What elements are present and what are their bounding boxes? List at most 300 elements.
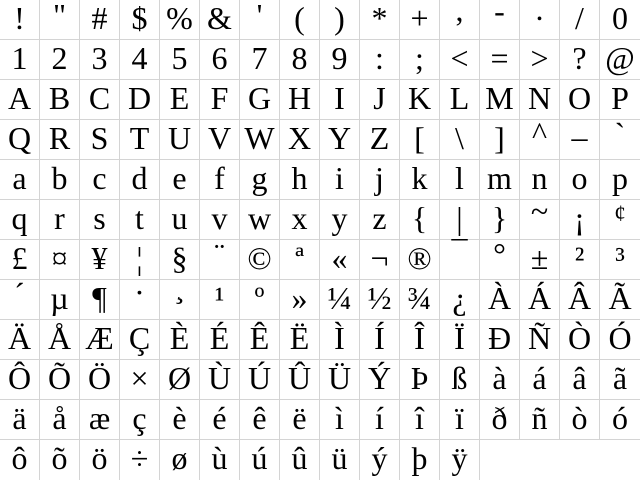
glyph-cell[interactable] [160,160,200,200]
glyph-cell[interactable] [280,80,320,120]
glyph: K [407,80,432,116]
glyph: V [207,120,232,156]
glyph: æ [88,400,111,436]
glyph-cell[interactable] [600,0,640,40]
glyph-cell[interactable] [200,400,240,440]
glyph: ¾ [407,280,432,316]
glyph-row [0,268,640,320]
glyph-cell[interactable] [80,360,120,400]
glyph: ý [371,440,388,476]
glyph-cell[interactable] [120,360,160,400]
glyph-cell[interactable] [560,108,600,160]
glyph-cell[interactable] [120,274,160,320]
glyph-cell[interactable] [600,40,640,80]
glyph: k [411,160,428,196]
glyph-cell[interactable] [240,40,280,80]
glyph: { [411,200,428,236]
glyph-cell[interactable] [440,234,480,280]
glyph-cell[interactable] [0,80,40,120]
glyph: Å [47,320,72,356]
glyph-cell[interactable] [40,160,80,200]
glyph-cell[interactable] [80,240,120,280]
glyph: è [172,400,187,436]
glyph-cell[interactable] [320,120,360,160]
glyph-cell[interactable] [480,360,520,400]
glyph: Ø [167,360,192,396]
glyph-cell[interactable] [440,40,480,80]
glyph: · [134,274,145,310]
glyph: Æ [85,320,114,356]
glyph-cell[interactable] [240,80,280,120]
glyph-cell[interactable] [120,400,160,440]
glyph-cell[interactable] [80,400,120,440]
glyph-cell[interactable] [80,80,120,120]
glyph-cell[interactable] [320,280,360,320]
glyph: 7 [251,40,268,76]
glyph-cell[interactable] [200,236,240,280]
glyph: x [291,200,308,236]
glyph: ' [256,0,263,33]
glyph-cell[interactable] [400,0,440,40]
glyph: R [48,120,71,156]
glyph: " [52,0,67,33]
glyph-cell[interactable] [320,200,360,240]
glyph-cell[interactable] [320,360,360,400]
glyph: ö [91,440,108,476]
glyph-cell[interactable] [80,160,120,200]
glyph-cell[interactable] [360,240,400,280]
glyph: ç [132,400,147,436]
glyph-cell[interactable] [40,280,80,320]
glyph-cell[interactable] [240,0,280,40]
glyph-cell[interactable] [280,400,320,440]
glyph-cell[interactable] [200,320,240,360]
glyph-cell[interactable] [400,280,440,320]
glyph: ë [292,400,307,436]
glyph: È [169,320,190,356]
glyph-cell[interactable] [560,400,600,440]
glyph-cell[interactable] [80,320,120,360]
glyph-cell[interactable] [120,120,160,160]
glyph-cell[interactable] [400,440,440,480]
glyph: u [171,200,188,236]
glyph-cell[interactable] [600,280,640,320]
glyph-cell[interactable] [480,200,520,240]
glyph-cell[interactable] [160,400,200,440]
glyph: Ô [7,360,32,396]
glyph-cell[interactable] [600,320,640,360]
glyph-cell[interactable] [120,320,160,360]
glyph: r [54,200,65,236]
glyph-cell[interactable] [320,400,360,440]
glyph: h [291,160,308,196]
glyph-cell[interactable] [600,116,640,160]
glyph-cell[interactable] [280,40,320,80]
glyph-cell[interactable] [80,0,120,40]
glyph-cell[interactable] [200,160,240,200]
glyph: ¦ [136,240,143,276]
glyph: Ý [367,360,392,396]
glyph: Z [369,120,390,156]
glyph: ¨ [214,236,225,272]
glyph-cell[interactable] [40,240,80,280]
glyph: S [90,120,109,156]
glyph: = [490,40,509,76]
glyph-cell[interactable] [480,80,520,120]
glyph: \ [455,120,464,156]
glyph: Ê [249,320,270,356]
glyph-cell[interactable] [440,360,480,400]
glyph: W [244,120,275,156]
glyph-cell[interactable] [240,240,280,280]
glyph: Û [287,360,312,396]
glyph: Y [327,120,352,156]
glyph-cell[interactable] [480,320,520,360]
glyph-cell[interactable] [40,0,80,40]
glyph-cell[interactable] [40,40,80,80]
glyph: 2 [51,40,68,76]
glyph-cell[interactable] [280,0,320,40]
glyph-cell[interactable] [480,280,520,320]
glyph: c [92,160,107,196]
glyph: § [171,240,188,276]
glyph-cell[interactable] [360,160,400,200]
glyph: ß [451,360,468,396]
glyph-cell[interactable] [280,200,320,240]
glyph-cell[interactable] [240,200,280,240]
glyph-cell[interactable] [360,360,400,400]
glyph-cell[interactable] [280,120,320,160]
glyph: Â [567,280,592,316]
glyph-cell[interactable] [160,440,200,480]
glyph: Ò [567,320,592,356]
glyph-cell[interactable] [600,200,640,240]
glyph: ÷ [130,440,149,476]
glyph: _ [571,108,588,144]
glyph: - [494,0,505,29]
glyph: Í [374,320,385,356]
glyph-cell[interactable] [520,320,560,360]
glyph-cell[interactable] [200,440,240,480]
glyph-cell[interactable] [600,80,640,120]
glyph-cell[interactable] [40,80,80,120]
glyph-cell[interactable] [0,360,40,400]
glyph: < [450,40,469,76]
glyph-cell[interactable] [280,360,320,400]
glyph: N [527,80,552,116]
glyph-cell[interactable] [440,0,480,40]
glyph: ì [335,400,344,436]
glyph-cell[interactable] [120,80,160,120]
glyph-cell[interactable] [120,40,160,80]
glyph-cell[interactable] [320,440,360,480]
glyph: z [372,200,387,236]
glyph-cell[interactable] [40,360,80,400]
glyph-cell[interactable] [280,440,320,480]
glyph-cell[interactable] [360,440,400,480]
glyph: õ [51,440,68,476]
glyph-cell[interactable] [360,80,400,120]
glyph-cell[interactable] [480,236,520,280]
glyph-cell[interactable] [400,240,440,280]
glyph: P [611,80,629,116]
glyph: ú [251,440,268,476]
glyph-cell[interactable] [80,120,120,160]
glyph-cell[interactable] [160,40,200,80]
glyph: å [52,400,67,436]
glyph-cell[interactable] [240,120,280,160]
glyph-cell[interactable] [320,320,360,360]
glyph: ? [572,40,587,76]
glyph-cell[interactable] [520,80,560,120]
glyph-cell[interactable] [200,200,240,240]
glyph: « [331,240,348,276]
glyph-cell[interactable] [0,400,40,440]
glyph-cell[interactable] [560,0,600,40]
glyph: é [212,400,227,436]
glyph-cell[interactable] [40,440,80,480]
glyph-cell[interactable] [560,40,600,80]
glyph-cell[interactable] [600,160,640,200]
glyph: } [491,200,508,236]
glyph-cell[interactable] [240,280,280,320]
glyph: ° [493,236,506,272]
glyph: ¡ [574,200,585,236]
glyph: Q [7,120,32,156]
glyph-cell[interactable] [0,320,40,360]
glyph: Þ [410,360,429,396]
glyph: Ö [87,360,112,396]
glyph: × [130,360,149,396]
glyph-cell[interactable] [520,400,560,440]
glyph-cell[interactable] [400,320,440,360]
glyph-cell[interactable] [240,360,280,400]
glyph: s [93,200,106,236]
glyph: J [373,80,386,116]
glyph: ^ [531,115,547,151]
glyph: Ð [487,320,512,356]
glyph-cell[interactable] [400,80,440,120]
glyph-cell[interactable] [160,80,200,120]
glyph: p [612,160,628,196]
glyph-cell[interactable] [280,320,320,360]
glyph-cell[interactable] [520,193,560,240]
glyph: Ú [247,360,272,396]
glyph: â [572,360,587,396]
glyph-cell[interactable] [80,200,120,240]
glyph-cell[interactable] [400,40,440,80]
glyph-cell[interactable] [0,160,40,200]
glyph-cell[interactable] [120,200,160,240]
glyph: X [287,120,312,156]
glyph-cell[interactable] [0,240,40,280]
glyph-cell[interactable] [400,200,440,240]
glyph: E [169,80,190,116]
glyph-cell[interactable] [200,360,240,400]
glyph-cell[interactable] [160,0,200,40]
glyph-cell[interactable] [0,120,40,160]
glyph-cell[interactable] [0,440,40,480]
glyph-cell[interactable] [280,240,320,280]
glyph-cell[interactable] [200,280,240,320]
glyph-cell[interactable] [320,80,360,120]
glyph-cell[interactable] [400,360,440,400]
glyph-cell[interactable] [240,400,280,440]
glyph-cell[interactable] [360,400,400,440]
glyph-cell[interactable] [360,120,400,160]
glyph-cell[interactable] [200,40,240,80]
glyph-cell[interactable] [400,400,440,440]
glyph: 8 [291,40,308,76]
glyph-cell[interactable] [440,280,480,320]
glyph: g [251,160,268,196]
glyph-cell[interactable] [360,40,400,80]
glyph: ® [407,240,432,276]
glyph: û [291,440,308,476]
glyph-cell[interactable] [200,0,240,40]
glyph-cell[interactable] [600,360,640,400]
glyph: ¼ [327,280,352,316]
glyph-cell[interactable] [440,80,480,120]
glyph-cell[interactable] [360,280,400,320]
glyph-cell[interactable] [0,0,40,40]
glyph-cell[interactable] [240,320,280,360]
glyph: ~ [530,193,549,229]
glyph-cell[interactable] [160,268,200,320]
glyph-cell[interactable] [40,320,80,360]
glyph-cell[interactable] [240,160,280,200]
glyph-cell[interactable] [160,320,200,360]
glyph: 3 [91,40,108,76]
glyph-cell[interactable] [520,360,560,400]
glyph-cell[interactable] [560,280,600,320]
glyph: Î [414,320,425,356]
glyph: ä [12,400,27,436]
glyph-cell[interactable] [120,160,160,200]
glyph: Ì [334,320,345,356]
glyph-cell[interactable] [320,240,360,280]
glyph-cell[interactable] [160,120,200,160]
glyph-cell[interactable] [120,440,160,480]
glyph-cell[interactable] [560,160,600,200]
glyph-cell[interactable] [160,360,200,400]
glyph-row [0,0,640,40]
glyph-cell[interactable] [120,0,160,40]
glyph: @ [605,40,635,76]
glyph: 1 [11,40,28,76]
glyph: f [214,160,225,196]
glyph: ! [14,0,25,36]
glyph-cell[interactable] [280,160,320,200]
glyph: ³ [615,240,625,276]
glyph-cell[interactable] [480,40,520,80]
glyph: ¶ [92,280,107,316]
glyph-cell[interactable] [280,280,320,320]
glyph-cell[interactable] [40,120,80,160]
glyph-cell[interactable] [560,240,600,280]
glyph-cell[interactable] [560,320,600,360]
glyph-cell[interactable] [80,40,120,80]
glyph-cell[interactable] [80,440,120,480]
glyph-cell[interactable] [520,0,560,40]
glyph: > [530,40,549,76]
glyph-cell[interactable] [160,200,200,240]
glyph-cell[interactable] [520,115,560,160]
glyph-cell[interactable] [200,120,240,160]
glyph: ¤ [51,240,68,276]
glyph: : [375,40,384,76]
glyph-cell[interactable] [560,200,600,240]
glyph: m [487,160,512,196]
glyph-cell[interactable] [520,240,560,280]
glyph-cell[interactable] [520,40,560,80]
glyph-cell[interactable] [440,440,480,480]
glyph: L [449,80,470,116]
glyph-cell[interactable] [240,440,280,480]
glyph: ü [331,440,348,476]
glyph-cell[interactable] [360,200,400,240]
glyph-cell[interactable] [40,400,80,440]
glyph-cell[interactable] [40,200,80,240]
glyph-cell[interactable] [320,160,360,200]
glyph-cell[interactable] [320,0,360,40]
glyph: 6 [211,40,228,76]
glyph-cell[interactable] [0,200,40,240]
glyph-cell[interactable] [560,360,600,400]
glyph-cell[interactable] [440,400,480,440]
glyph-cell[interactable] [200,80,240,120]
glyph-cell[interactable] [480,160,520,200]
glyph: á [532,360,547,396]
glyph-cell[interactable] [440,320,480,360]
glyph: e [172,160,187,196]
glyph: ` [614,116,626,152]
glyph-cell[interactable] [360,0,400,40]
glyph-cell[interactable] [400,120,440,160]
empty-cell [600,440,640,480]
glyph: C [88,80,111,116]
glyph-cell[interactable] [0,40,40,80]
glyph: ; [415,40,424,76]
glyph-cell[interactable] [480,120,520,160]
empty-cell [480,440,520,480]
glyph-cell[interactable] [440,120,480,160]
glyph-cell[interactable] [480,400,520,440]
glyph-cell[interactable] [520,280,560,320]
glyph-cell[interactable] [320,40,360,80]
glyph: î [415,400,424,436]
glyph: ø [171,440,188,476]
glyph: ¬ [370,240,389,276]
glyph: ] [494,120,505,156]
glyph-cell[interactable] [600,400,640,440]
glyph-cell[interactable] [440,160,480,200]
glyph-cell[interactable] [360,320,400,360]
glyph-cell[interactable] [480,0,520,40]
glyph: À [487,280,512,316]
empty-cell [560,440,600,480]
glyph-cell[interactable] [600,240,640,280]
glyph: $ [131,0,148,36]
glyph: ¹ [214,280,225,316]
glyph-cell[interactable] [400,160,440,200]
glyph: ª [295,240,304,276]
glyph: ÿ [451,440,468,476]
glyph-cell[interactable] [0,276,40,320]
glyph-cell[interactable] [80,280,120,320]
glyph: ¢ [614,201,626,226]
glyph: þ [411,440,428,476]
